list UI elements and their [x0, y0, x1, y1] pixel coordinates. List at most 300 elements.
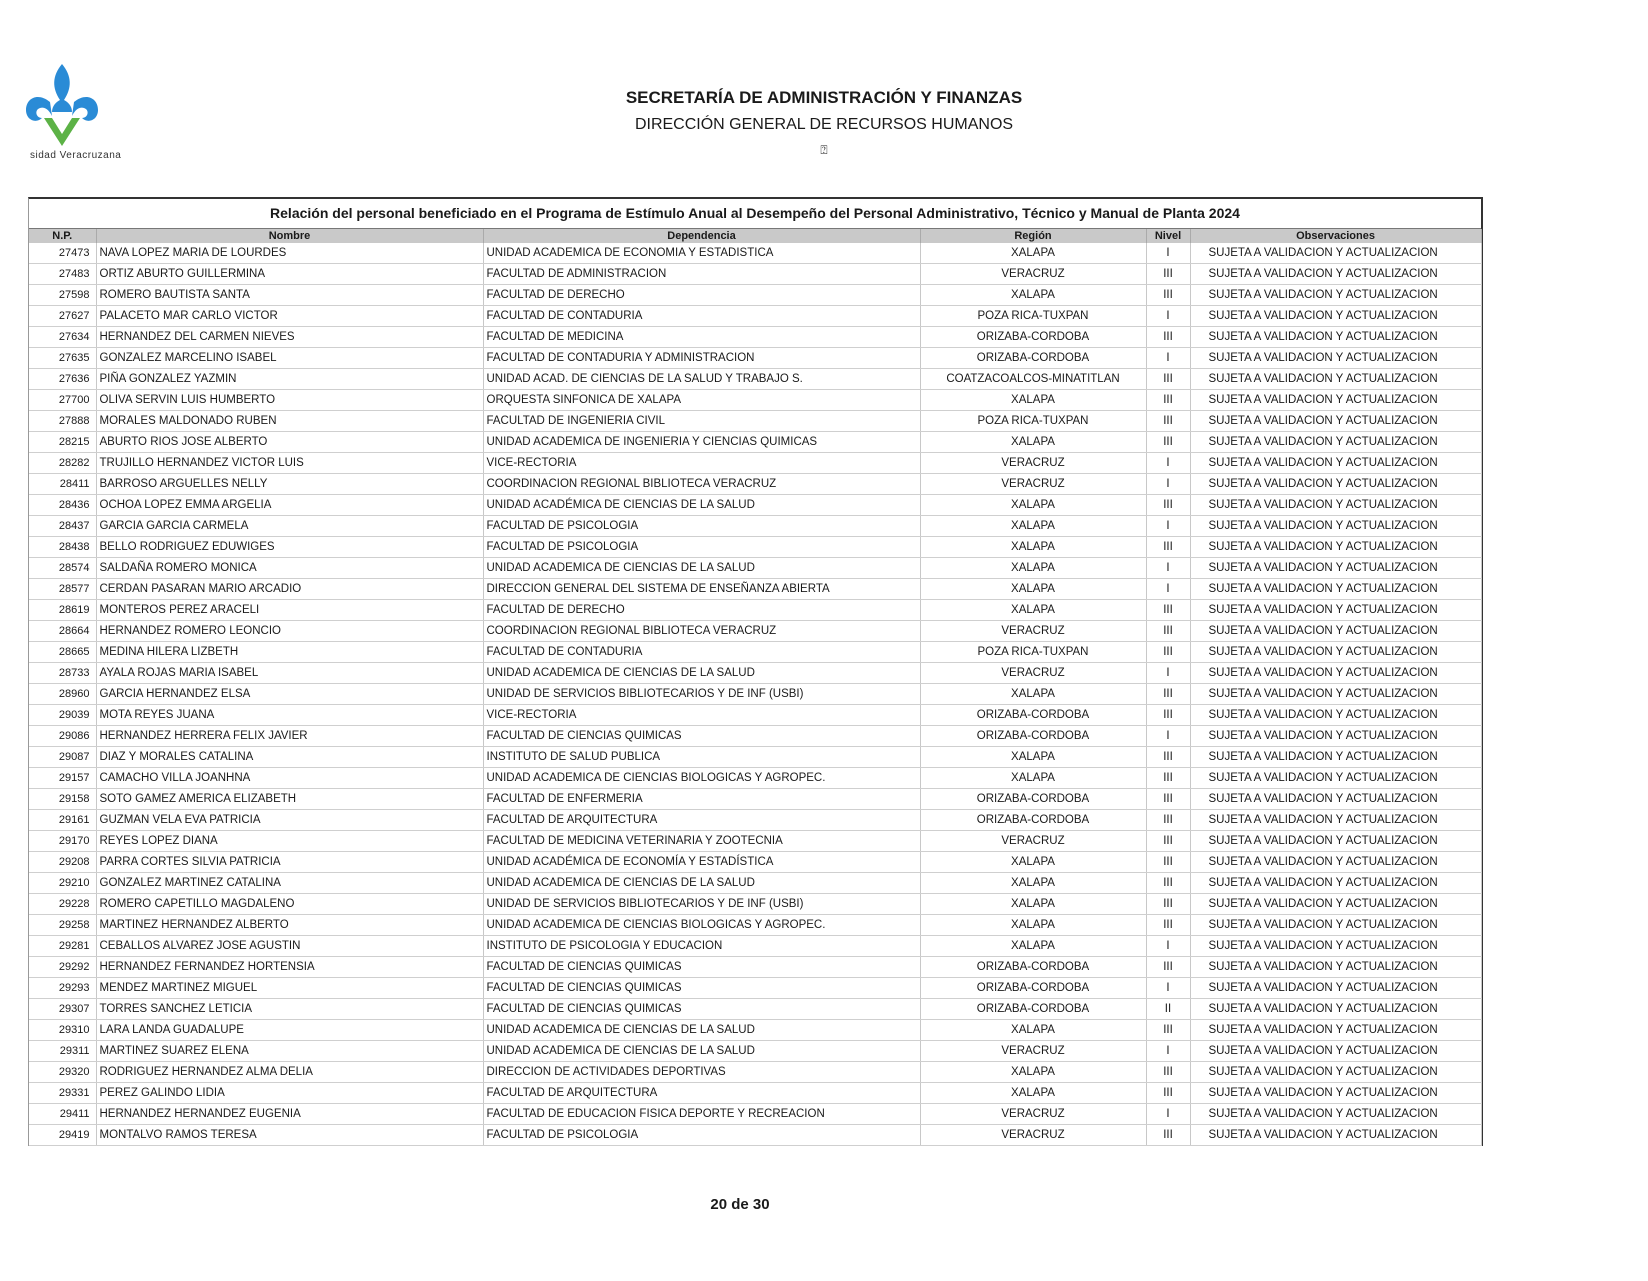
table-row	[29, 537, 1481, 558]
cell-name: OCHOA LOPEZ EMMA ARGELIA	[96, 495, 483, 516]
cell-np: 27635	[29, 348, 96, 369]
table-row	[29, 957, 1481, 978]
table-row	[29, 432, 1481, 453]
table-caption: Relación del personal beneficiado en el Programa de Estímulo Anual al Desempeño del Personal Administrativo, Técnico y Manual de Planta 2024	[29, 199, 1481, 229]
cell-name: OLIVA SERVIN LUIS HUMBERTO	[96, 390, 483, 411]
cell-niv: I	[1146, 348, 1190, 369]
cell-obs: SUJETA A VALIDACION Y ACTUALIZACION	[1190, 1104, 1481, 1125]
cell-reg: XALAPA	[920, 894, 1146, 915]
cell-niv: I	[1146, 579, 1190, 600]
cell-name: HERNANDEZ HERNANDEZ EUGENIA	[96, 1104, 483, 1125]
cell-niv: III	[1146, 894, 1190, 915]
cell-dep: UNIDAD ACADEMICA DE CIENCIAS DE LA SALUD	[483, 1020, 920, 1041]
cell-reg: XALAPA	[920, 936, 1146, 957]
cell-dep: FACULTAD DE MEDICINA	[483, 327, 920, 348]
cell-dep: UNIDAD ACADEMICA DE CIENCIAS DE LA SALUD	[483, 663, 920, 684]
cell-obs: SUJETA A VALIDACION Y ACTUALIZACION	[1190, 726, 1481, 747]
cell-reg: ORIZABA-CORDOBA	[920, 348, 1146, 369]
cell-reg: XALAPA	[920, 1020, 1146, 1041]
cell-obs: SUJETA A VALIDACION Y ACTUALIZACION	[1190, 642, 1481, 663]
cell-dep: FACULTAD DE DERECHO	[483, 285, 920, 306]
cell-name: PIÑA GONZALEZ YAZMIN	[96, 369, 483, 390]
cell-obs: SUJETA A VALIDACION Y ACTUALIZACION	[1190, 1041, 1481, 1062]
cell-reg: VERACRUZ	[920, 663, 1146, 684]
cell-reg: XALAPA	[920, 684, 1146, 705]
cell-reg: XALAPA	[920, 516, 1146, 537]
cell-niv: III	[1146, 831, 1190, 852]
cell-name: REYES LOPEZ DIANA	[96, 831, 483, 852]
cell-niv: II	[1146, 999, 1190, 1020]
table-row	[29, 705, 1481, 726]
cell-niv: III	[1146, 747, 1190, 768]
table-row	[29, 936, 1481, 957]
cell-np: 29331	[29, 1083, 96, 1104]
cell-np: 29087	[29, 747, 96, 768]
cell-dep: UNIDAD ACADÉMICA DE CIENCIAS DE LA SALUD	[483, 495, 920, 516]
cell-niv: III	[1146, 1062, 1190, 1083]
cell-niv: III	[1146, 852, 1190, 873]
cell-dep: ORQUESTA SINFONICA DE XALAPA	[483, 390, 920, 411]
cell-dep: FACULTAD DE CIENCIAS QUIMICAS	[483, 957, 920, 978]
cell-name: HERNANDEZ FERNANDEZ HORTENSIA	[96, 957, 483, 978]
beneficiaries-table	[29, 229, 1482, 1146]
column-header-niv: Nivel	[1146, 229, 1190, 243]
table-body	[29, 243, 1481, 1146]
cell-dep: DIRECCION DE ACTIVIDADES DEPORTIVAS	[483, 1062, 920, 1083]
cell-name: BARROSO ARGUELLES NELLY	[96, 474, 483, 495]
cell-dep: COORDINACION REGIONAL BIBLIOTECA VERACRUZ	[483, 621, 920, 642]
column-header-reg: Región	[920, 229, 1146, 243]
cell-reg: POZA RICA-TUXPAN	[920, 411, 1146, 432]
cell-name: PARRA CORTES SILVIA PATRICIA	[96, 852, 483, 873]
cell-np: 29157	[29, 768, 96, 789]
cell-name: TORRES SANCHEZ LETICIA	[96, 999, 483, 1020]
cell-dep: FACULTAD DE ENFERMERIA	[483, 789, 920, 810]
cell-niv: I	[1146, 516, 1190, 537]
cell-name: RODRIGUEZ HERNANDEZ ALMA DELIA	[96, 1062, 483, 1083]
cell-np: 28438	[29, 537, 96, 558]
cell-niv: I	[1146, 558, 1190, 579]
cell-dep: FACULTAD DE CIENCIAS QUIMICAS	[483, 999, 920, 1020]
table-row	[29, 1104, 1481, 1125]
page-number: 20 de 30	[710, 1196, 770, 1213]
cell-dep: FACULTAD DE CONTADURIA	[483, 642, 920, 663]
cell-name: ROMERO CAPETILLO MAGDALENO	[96, 894, 483, 915]
cell-obs: SUJETA A VALIDACION Y ACTUALIZACION	[1190, 873, 1481, 894]
table-row	[29, 894, 1481, 915]
cell-reg: VERACRUZ	[920, 831, 1146, 852]
cell-obs: SUJETA A VALIDACION Y ACTUALIZACION	[1190, 600, 1481, 621]
cell-obs: SUJETA A VALIDACION Y ACTUALIZACION	[1190, 474, 1481, 495]
cell-name: SALDAÑA ROMERO MONICA	[96, 558, 483, 579]
table-row	[29, 663, 1481, 684]
cell-reg: XALAPA	[920, 873, 1146, 894]
cell-dep: FACULTAD DE INGENIERIA CIVIL	[483, 411, 920, 432]
cell-np: 29293	[29, 978, 96, 999]
cell-dep: FACULTAD DE CIENCIAS QUIMICAS	[483, 726, 920, 747]
cell-reg: VERACRUZ	[920, 474, 1146, 495]
table-header-row	[29, 229, 1481, 243]
cell-np: 29311	[29, 1041, 96, 1062]
table-row	[29, 684, 1481, 705]
cell-dep: FACULTAD DE PSICOLOGIA	[483, 516, 920, 537]
cell-np: 29210	[29, 873, 96, 894]
cell-name: ORTIZ ABURTO GUILLERMINA	[96, 264, 483, 285]
cell-niv: III	[1146, 810, 1190, 831]
cell-niv: III	[1146, 264, 1190, 285]
cell-reg: XALAPA	[920, 768, 1146, 789]
cell-reg: VERACRUZ	[920, 1041, 1146, 1062]
table-row	[29, 810, 1481, 831]
cell-dep: UNIDAD ACAD. DE CIENCIAS DE LA SALUD Y TRABAJO S.	[483, 369, 920, 390]
cell-np: 28574	[29, 558, 96, 579]
cell-reg: XALAPA	[920, 852, 1146, 873]
cell-dep: FACULTAD DE EDUCACION FISICA DEPORTE Y RECREACION	[483, 1104, 920, 1125]
cell-np: 29281	[29, 936, 96, 957]
cell-niv: III	[1146, 789, 1190, 810]
cell-niv: I	[1146, 306, 1190, 327]
cell-obs: SUJETA A VALIDACION Y ACTUALIZACION	[1190, 915, 1481, 936]
cell-np: 28282	[29, 453, 96, 474]
cell-reg: XALAPA	[920, 579, 1146, 600]
cell-np: 28733	[29, 663, 96, 684]
cell-dep: UNIDAD ACADEMICA DE CIENCIAS DE LA SALUD	[483, 1041, 920, 1062]
cell-dep: FACULTAD DE MEDICINA VETERINARIA Y ZOOTECNIA	[483, 831, 920, 852]
cell-obs: SUJETA A VALIDACION Y ACTUALIZACION	[1190, 747, 1481, 768]
beneficiaries-table-container	[28, 197, 1483, 1146]
cell-reg: ORIZABA-CORDOBA	[920, 789, 1146, 810]
cell-obs: SUJETA A VALIDACION Y ACTUALIZACION	[1190, 306, 1481, 327]
cell-reg: VERACRUZ	[920, 1125, 1146, 1146]
cell-obs: SUJETA A VALIDACION Y ACTUALIZACION	[1190, 369, 1481, 390]
cell-np: 29320	[29, 1062, 96, 1083]
cell-niv: III	[1146, 369, 1190, 390]
cell-np: 29258	[29, 915, 96, 936]
cell-np: 28665	[29, 642, 96, 663]
cell-obs: SUJETA A VALIDACION Y ACTUALIZACION	[1190, 810, 1481, 831]
cell-dep: INSTITUTO DE SALUD PUBLICA	[483, 747, 920, 768]
table-row	[29, 1083, 1481, 1104]
cell-niv: I	[1146, 663, 1190, 684]
cell-obs: SUJETA A VALIDACION Y ACTUALIZACION	[1190, 1125, 1481, 1146]
cell-name: MONTALVO RAMOS TERESA	[96, 1125, 483, 1146]
cell-name: CEBALLOS ALVAREZ JOSE AGUSTIN	[96, 936, 483, 957]
cell-name: HERNANDEZ HERRERA FELIX JAVIER	[96, 726, 483, 747]
cell-niv: III	[1146, 1083, 1190, 1104]
cell-niv: III	[1146, 621, 1190, 642]
cell-np: 28436	[29, 495, 96, 516]
cell-np: 29411	[29, 1104, 96, 1125]
cell-np: 28577	[29, 579, 96, 600]
table-row	[29, 768, 1481, 789]
table-row	[29, 411, 1481, 432]
cell-reg: XALAPA	[920, 747, 1146, 768]
cell-dep: FACULTAD DE DERECHO	[483, 600, 920, 621]
cell-niv: III	[1146, 600, 1190, 621]
cell-obs: SUJETA A VALIDACION Y ACTUALIZACION	[1190, 999, 1481, 1020]
table-row	[29, 999, 1481, 1020]
cell-name: SOTO GAMEZ AMERICA ELIZABETH	[96, 789, 483, 810]
cell-reg: VERACRUZ	[920, 621, 1146, 642]
cell-name: GONZALEZ MARTINEZ CATALINA	[96, 873, 483, 894]
table-row	[29, 873, 1481, 894]
cell-np: 28215	[29, 432, 96, 453]
cell-np: 27473	[29, 243, 96, 264]
table-row	[29, 789, 1481, 810]
cell-np: 28437	[29, 516, 96, 537]
cell-niv: III	[1146, 915, 1190, 936]
cell-niv: I	[1146, 936, 1190, 957]
cell-obs: SUJETA A VALIDACION Y ACTUALIZACION	[1190, 1020, 1481, 1041]
cell-dep: DIRECCION GENERAL DEL SISTEMA DE ENSEÑANZA ABIERTA	[483, 579, 920, 600]
cell-obs: SUJETA A VALIDACION Y ACTUALIZACION	[1190, 495, 1481, 516]
cell-dep: UNIDAD DE SERVICIOS BIBLIOTECARIOS Y DE INF (USBI)	[483, 894, 920, 915]
cell-name: PALACETO MAR CARLO VICTOR	[96, 306, 483, 327]
cell-reg: ORIZABA-CORDOBA	[920, 810, 1146, 831]
cell-reg: XALAPA	[920, 432, 1146, 453]
cell-name: LARA LANDA GUADALUPE	[96, 1020, 483, 1041]
cell-dep: UNIDAD ACADEMICA DE CIENCIAS BIOLOGICAS Y AGROPEC.	[483, 768, 920, 789]
cell-obs: SUJETA A VALIDACION Y ACTUALIZACION	[1190, 1083, 1481, 1104]
cell-niv: III	[1146, 1125, 1190, 1146]
cell-reg: ORIZABA-CORDOBA	[920, 726, 1146, 747]
table-row	[29, 579, 1481, 600]
cell-dep: COORDINACION REGIONAL BIBLIOTECA VERACRUZ	[483, 474, 920, 495]
column-header-dep: Dependencia	[483, 229, 920, 243]
cell-obs: SUJETA A VALIDACION Y ACTUALIZACION	[1190, 537, 1481, 558]
column-header-np: N.P.	[29, 229, 96, 243]
cell-niv: I	[1146, 453, 1190, 474]
cell-dep: UNIDAD ACADEMICA DE CIENCIAS BIOLOGICAS Y AGROPEC.	[483, 915, 920, 936]
cell-reg: VERACRUZ	[920, 1104, 1146, 1125]
cell-obs: SUJETA A VALIDACION Y ACTUALIZACION	[1190, 243, 1481, 264]
table-row	[29, 1041, 1481, 1062]
cell-reg: ORIZABA-CORDOBA	[920, 999, 1146, 1020]
cell-obs: SUJETA A VALIDACION Y ACTUALIZACION	[1190, 663, 1481, 684]
cell-niv: I	[1146, 1041, 1190, 1062]
table-row	[29, 369, 1481, 390]
cell-np: 28960	[29, 684, 96, 705]
cell-obs: SUJETA A VALIDACION Y ACTUALIZACION	[1190, 852, 1481, 873]
cell-name: AYALA ROJAS MARIA ISABEL	[96, 663, 483, 684]
cell-niv: I	[1146, 726, 1190, 747]
cell-reg: POZA RICA-TUXPAN	[920, 642, 1146, 663]
table-row	[29, 558, 1481, 579]
cell-np: 28619	[29, 600, 96, 621]
cell-np: 29292	[29, 957, 96, 978]
cell-dep: FACULTAD DE ADMINISTRACION	[483, 264, 920, 285]
cell-obs: SUJETA A VALIDACION Y ACTUALIZACION	[1190, 348, 1481, 369]
page-title: SECRETARÍA DE ADMINISTRACIÓN Y FINANZAS	[625, 88, 1023, 107]
cell-obs: SUJETA A VALIDACION Y ACTUALIZACION	[1190, 957, 1481, 978]
cell-niv: I	[1146, 474, 1190, 495]
cell-obs: SUJETA A VALIDACION Y ACTUALIZACION	[1190, 621, 1481, 642]
cell-niv: III	[1146, 432, 1190, 453]
cell-obs: SUJETA A VALIDACION Y ACTUALIZACION	[1190, 684, 1481, 705]
cell-reg: XALAPA	[920, 915, 1146, 936]
table-row	[29, 600, 1481, 621]
cell-name: HERNANDEZ DEL CARMEN NIEVES	[96, 327, 483, 348]
cell-dep: FACULTAD DE CONTADURIA Y ADMINISTRACION	[483, 348, 920, 369]
cell-reg: XALAPA	[920, 537, 1146, 558]
cell-dep: UNIDAD ACADEMICA DE ECONOMIA Y ESTADISTICA	[483, 243, 920, 264]
cell-dep: VICE-RECTORIA	[483, 705, 920, 726]
cell-reg: XALAPA	[920, 1083, 1146, 1104]
cell-niv: III	[1146, 684, 1190, 705]
cell-name: MEDINA HILERA LIZBETH	[96, 642, 483, 663]
cell-obs: SUJETA A VALIDACION Y ACTUALIZACION	[1190, 516, 1481, 537]
cell-obs: SUJETA A VALIDACION Y ACTUALIZACION	[1190, 264, 1481, 285]
cell-dep: FACULTAD DE PSICOLOGIA	[483, 537, 920, 558]
table-row	[29, 1125, 1481, 1146]
cell-dep: FACULTAD DE CONTADURIA	[483, 306, 920, 327]
cell-name: NAVA LOPEZ MARIA DE LOURDES	[96, 243, 483, 264]
cell-niv: III	[1146, 642, 1190, 663]
table-row	[29, 495, 1481, 516]
cell-niv: III	[1146, 768, 1190, 789]
cell-np: 27700	[29, 390, 96, 411]
table-row	[29, 642, 1481, 663]
column-header-name: Nombre	[96, 229, 483, 243]
cell-niv: III	[1146, 327, 1190, 348]
table-row	[29, 726, 1481, 747]
table-row	[29, 243, 1481, 264]
cell-obs: SUJETA A VALIDACION Y ACTUALIZACION	[1190, 411, 1481, 432]
cell-niv: I	[1146, 243, 1190, 264]
cell-dep: FACULTAD DE CIENCIAS QUIMICAS	[483, 978, 920, 999]
cell-reg: XALAPA	[920, 495, 1146, 516]
cell-name: MENDEZ MARTINEZ MIGUEL	[96, 978, 483, 999]
cell-reg: POZA RICA-TUXPAN	[920, 306, 1146, 327]
cell-obs: SUJETA A VALIDACION Y ACTUALIZACION	[1190, 936, 1481, 957]
cell-niv: I	[1146, 978, 1190, 999]
table-row	[29, 831, 1481, 852]
cell-name: ABURTO RIOS JOSE ALBERTO	[96, 432, 483, 453]
cell-obs: SUJETA A VALIDACION Y ACTUALIZACION	[1190, 285, 1481, 306]
cell-np: 29086	[29, 726, 96, 747]
cell-obs: SUJETA A VALIDACION Y ACTUALIZACION	[1190, 831, 1481, 852]
cell-reg: XALAPA	[920, 285, 1146, 306]
table-row	[29, 621, 1481, 642]
table-row	[29, 1062, 1481, 1083]
cell-np: 27627	[29, 306, 96, 327]
cell-obs: SUJETA A VALIDACION Y ACTUALIZACION	[1190, 432, 1481, 453]
missing-glyph-symbol: ⍰	[820, 143, 828, 157]
cell-obs: SUJETA A VALIDACION Y ACTUALIZACION	[1190, 705, 1481, 726]
table-row	[29, 306, 1481, 327]
table-row	[29, 327, 1481, 348]
table-row	[29, 747, 1481, 768]
cell-dep: FACULTAD DE ARQUITECTURA	[483, 810, 920, 831]
cell-np: 29039	[29, 705, 96, 726]
cell-np: 28664	[29, 621, 96, 642]
cell-obs: SUJETA A VALIDACION Y ACTUALIZACION	[1190, 558, 1481, 579]
cell-reg: XALAPA	[920, 243, 1146, 264]
cell-np: 27483	[29, 264, 96, 285]
table-row	[29, 348, 1481, 369]
table-row	[29, 915, 1481, 936]
cell-reg: XALAPA	[920, 390, 1146, 411]
table-row	[29, 264, 1481, 285]
cell-np: 29170	[29, 831, 96, 852]
cell-name: MOTA REYES JUANA	[96, 705, 483, 726]
cell-name: BELLO RODRIGUEZ EDUWIGES	[96, 537, 483, 558]
cell-obs: SUJETA A VALIDACION Y ACTUALIZACION	[1190, 390, 1481, 411]
logo-text: sidad Veracruzana	[30, 150, 122, 161]
cell-np: 27888	[29, 411, 96, 432]
cell-dep: INSTITUTO DE PSICOLOGIA Y EDUCACION	[483, 936, 920, 957]
cell-name: ROMERO BAUTISTA SANTA	[96, 285, 483, 306]
cell-np: 27636	[29, 369, 96, 390]
cell-name: MARTINEZ HERNANDEZ ALBERTO	[96, 915, 483, 936]
cell-name: CAMACHO VILLA JOANHNA	[96, 768, 483, 789]
table-row	[29, 1020, 1481, 1041]
cell-dep: FACULTAD DE ARQUITECTURA	[483, 1083, 920, 1104]
cell-dep: UNIDAD DE SERVICIOS BIBLIOTECARIOS Y DE INF (USBI)	[483, 684, 920, 705]
cell-name: GARCIA HERNANDEZ ELSA	[96, 684, 483, 705]
cell-niv: III	[1146, 537, 1190, 558]
table-row	[29, 453, 1481, 474]
cell-niv: III	[1146, 495, 1190, 516]
cell-obs: SUJETA A VALIDACION Y ACTUALIZACION	[1190, 579, 1481, 600]
table-row	[29, 852, 1481, 873]
cell-reg: XALAPA	[920, 600, 1146, 621]
cell-dep: VICE-RECTORIA	[483, 453, 920, 474]
cell-niv: III	[1146, 957, 1190, 978]
cell-np: 29419	[29, 1125, 96, 1146]
cell-niv: III	[1146, 390, 1190, 411]
cell-obs: SUJETA A VALIDACION Y ACTUALIZACION	[1190, 453, 1481, 474]
cell-niv: III	[1146, 285, 1190, 306]
cell-niv: III	[1146, 873, 1190, 894]
cell-reg: VERACRUZ	[920, 264, 1146, 285]
cell-np: 29310	[29, 1020, 96, 1041]
cell-name: GONZALEZ MARCELINO ISABEL	[96, 348, 483, 369]
table-row	[29, 978, 1481, 999]
column-header-obs: Observaciones	[1190, 229, 1481, 243]
cell-obs: SUJETA A VALIDACION Y ACTUALIZACION	[1190, 327, 1481, 348]
cell-np: 29208	[29, 852, 96, 873]
cell-name: TRUJILLO HERNANDEZ VICTOR LUIS	[96, 453, 483, 474]
cell-np: 29158	[29, 789, 96, 810]
cell-name: GARCIA GARCIA CARMELA	[96, 516, 483, 537]
cell-np: 29307	[29, 999, 96, 1020]
cell-name: MARTINEZ SUAREZ ELENA	[96, 1041, 483, 1062]
cell-np: 27598	[29, 285, 96, 306]
cell-dep: FACULTAD DE PSICOLOGIA	[483, 1125, 920, 1146]
cell-reg: XALAPA	[920, 1062, 1146, 1083]
cell-dep: UNIDAD ACADEMICA DE INGENIERIA Y CIENCIAS QUIMICAS	[483, 432, 920, 453]
cell-reg: XALAPA	[920, 558, 1146, 579]
cell-obs: SUJETA A VALIDACION Y ACTUALIZACION	[1190, 978, 1481, 999]
cell-reg: COATZACOALCOS-MINATITLAN	[920, 369, 1146, 390]
cell-np: 28411	[29, 474, 96, 495]
page-subtitle: DIRECCIÓN GENERAL DE RECURSOS HUMANOS	[634, 116, 1014, 133]
cell-obs: SUJETA A VALIDACION Y ACTUALIZACION	[1190, 1062, 1481, 1083]
cell-obs: SUJETA A VALIDACION Y ACTUALIZACION	[1190, 894, 1481, 915]
cell-niv: III	[1146, 1020, 1190, 1041]
cell-np: 27634	[29, 327, 96, 348]
cell-reg: ORIZABA-CORDOBA	[920, 327, 1146, 348]
cell-name: HERNANDEZ ROMERO LEONCIO	[96, 621, 483, 642]
table-row	[29, 285, 1481, 306]
cell-obs: SUJETA A VALIDACION Y ACTUALIZACION	[1190, 789, 1481, 810]
cell-name: PEREZ GALINDO LIDIA	[96, 1083, 483, 1104]
cell-reg: ORIZABA-CORDOBA	[920, 705, 1146, 726]
cell-dep: UNIDAD ACADEMICA DE CIENCIAS DE LA SALUD	[483, 558, 920, 579]
table-row	[29, 516, 1481, 537]
cell-niv: I	[1146, 1104, 1190, 1125]
